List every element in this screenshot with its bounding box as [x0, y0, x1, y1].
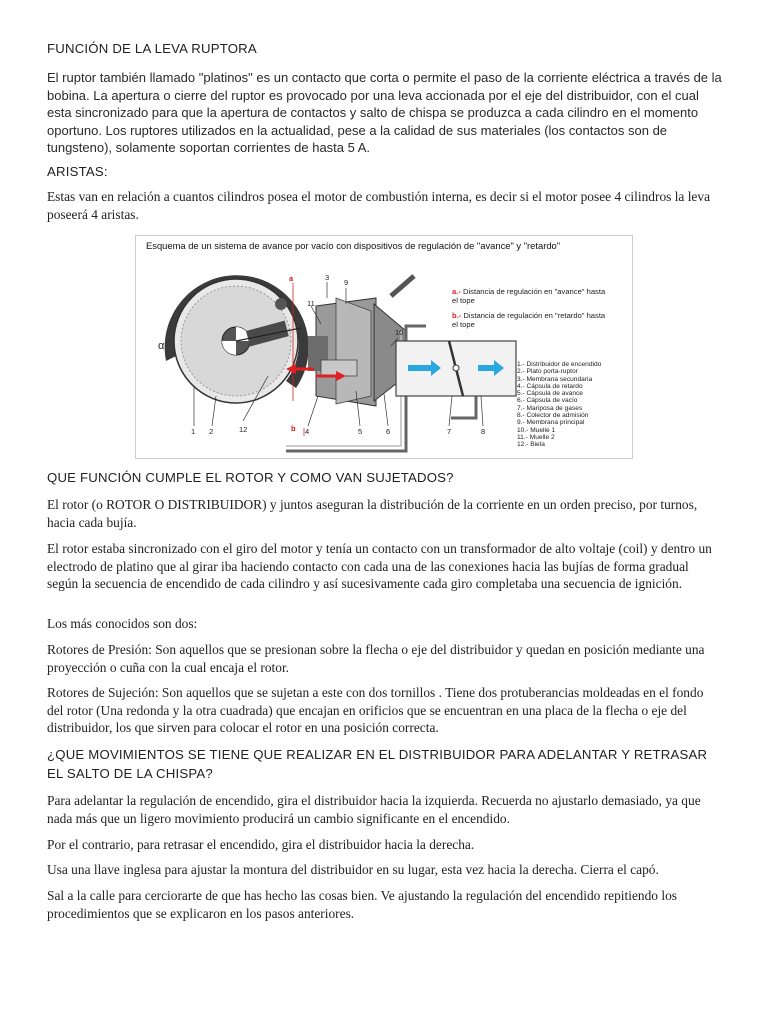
- distributor-diagram: [135, 235, 633, 459]
- paragraph-rotor-5: Rotores de Sujeción: Son aquellos que se sujetan a este con dos tornillos . Tiene dos protuberancias moldeadas en el fondo del rotor (Una redonda y la otra cuadrada) que encajan en orificios que se encuentran en una placa de la flecha o eje del distribuidor, los que sirven para colocar el rotor en una posición correcta.: [47, 685, 704, 735]
- diagram-title: Esquema de un sistema de avance por vacío con dispositivos de regulación de "avance" y "retardo": [146, 240, 561, 251]
- distributor-disc: [165, 275, 309, 403]
- callout-7: 7: [447, 427, 452, 436]
- paragraph-rotor-2: El rotor estaba sincronizado con el giro del motor y tenía un contacto con un transformador de alto voltaje (coil) y dentro un electrodo de platino que al girar iba haciendo contacto con cada una de las conexiones hacia las bujías de forma gradual según la secuencia de encendido de cada cilindro y así sucesivamente cada giro completaba una secuencia de ignición.: [47, 541, 712, 591]
- paragraph-dist-3: Usa una llave inglesa para ajustar la montura del distribuidor en su lugar, esta vez hacia la derecha. Cierra el capó.: [47, 862, 659, 877]
- legend-item: 5.- Cápsula de avance: [517, 390, 583, 398]
- callout-1: 1: [191, 427, 196, 436]
- legend-item: 2.- Plato porta-ruptor: [517, 368, 578, 376]
- intake-manifold: [396, 341, 516, 396]
- callout-8: 8: [481, 427, 486, 436]
- legend-item: 12.- Biela: [517, 441, 545, 449]
- heading-distribuidor: ¿QUE MOVIMIENTOS SE TIENE QUE REALIZAR EN EL DISTRIBUIDOR PARA ADELANTAR Y RETRASAR EL SALTO DE LA CHISPA?: [47, 747, 708, 781]
- paragraph-ruptor: El ruptor también llamado "platinos" es un contacto que corta o permite el paso de la corriente eléctrica a través de la bobina. La apertura o cierre del ruptor es provocado por una leva accionada por el eje del distribuidor, con el cual esta sincronizado para que la apertura de contactos y salto de chispa se produzca a cada cilindro en el momento oportuno. Los ruptores utilizados en la actualidad, pese a la calidad de sus materiales (los contactos son de tungsteno), solamente soportan corrientes de hasta 5 A.: [47, 70, 722, 155]
- heading-funcion-leva: FUNCIÓN DE LA LEVA RUPTORA: [47, 41, 257, 56]
- legend-item: 3.- Membrana secundaria: [517, 375, 593, 383]
- section-distribuidor: [47, 746, 723, 783]
- callout-6: 6: [386, 427, 391, 436]
- legend-item: 6.- Cápsula de vacío: [517, 397, 578, 405]
- legend-item: 4.- Cápsula de retardo: [517, 382, 583, 390]
- callout-b: b: [291, 424, 296, 433]
- note-advance: a.- Distancia de regulación en "avance" hasta el tope: [452, 287, 606, 305]
- alpha-label: α: [158, 340, 165, 352]
- paragraph-rotor-1: El rotor (o ROTOR O DISTRIBUIDOR) y juntos aseguran la distribución de la corriente en un orden preciso, por turnos, hacia cada bujía.: [47, 497, 698, 530]
- callout-12: 12: [239, 425, 248, 434]
- callout-2: 2: [209, 427, 214, 436]
- callout-a: a: [289, 274, 294, 283]
- parts-legend: [517, 361, 601, 449]
- section-rotor: [47, 469, 723, 487]
- callout-11: 11: [307, 299, 315, 308]
- callout-9: 9: [344, 278, 349, 287]
- callout-3: 3: [325, 273, 330, 282]
- paragraph-rotor-4: Rotores de Presión: Son aquellos que se presionan sobre la flecha o eje del distribuidor y quedan en posición mediante una proyección o cuña con la cual encaja el rotor.: [47, 642, 705, 675]
- legend-item: 10.- Muelle 1: [517, 426, 556, 434]
- heading-rotor: QUE FUNCIÓN CUMPLE EL ROTOR Y COMO VAN SUJETADOS?: [47, 470, 454, 485]
- callout-4: 4: [305, 427, 310, 436]
- paragraph-dist-1: Para adelantar la regulación de encendido, gira el distribuidor hacia la izquierda. Recuerda no ajustarlo demasiado, ya que nada más que un ligero movimiento producirá un cambio significante en el encendido.: [47, 793, 701, 826]
- heading-aristas: ARISTAS:: [47, 164, 108, 179]
- paragraph-aristas: Estas van en relación a cuantos cilindros posea el motor de combustión interna, es decir si el motor posee 4 cilindros la leva poseerá 4 aristas.: [47, 189, 711, 222]
- callout-10: 10: [395, 328, 404, 337]
- paragraph-dist-2: Por el contrario, para retrasar el encendido, gira el distribuidor hacia la derecha.: [47, 837, 475, 852]
- paragraph-rotor-3: Los más conocidos son dos:: [47, 616, 198, 631]
- callout-5: 5: [358, 427, 363, 436]
- legend-item: 11.- Muelle 2: [517, 433, 555, 441]
- legend-item: 7.- Mariposa de gases: [517, 404, 583, 412]
- paragraph-dist-4: Sal a la calle para cerciorarte de que has hecho las cosas bien. Ve ajustando la regulación del encendido repitiendo los procedimientos que se explicaron en los pasos anteriores.: [47, 888, 677, 921]
- legend-item: 8.- Colector de admisión: [517, 412, 589, 420]
- legend-item: 9.- Membrana principal: [517, 419, 585, 427]
- legend-item: 1.- Distribuidor de encendido: [517, 361, 602, 368]
- note-retard: b.- Distancia de regulación en "retardo" hasta el tope: [452, 311, 606, 329]
